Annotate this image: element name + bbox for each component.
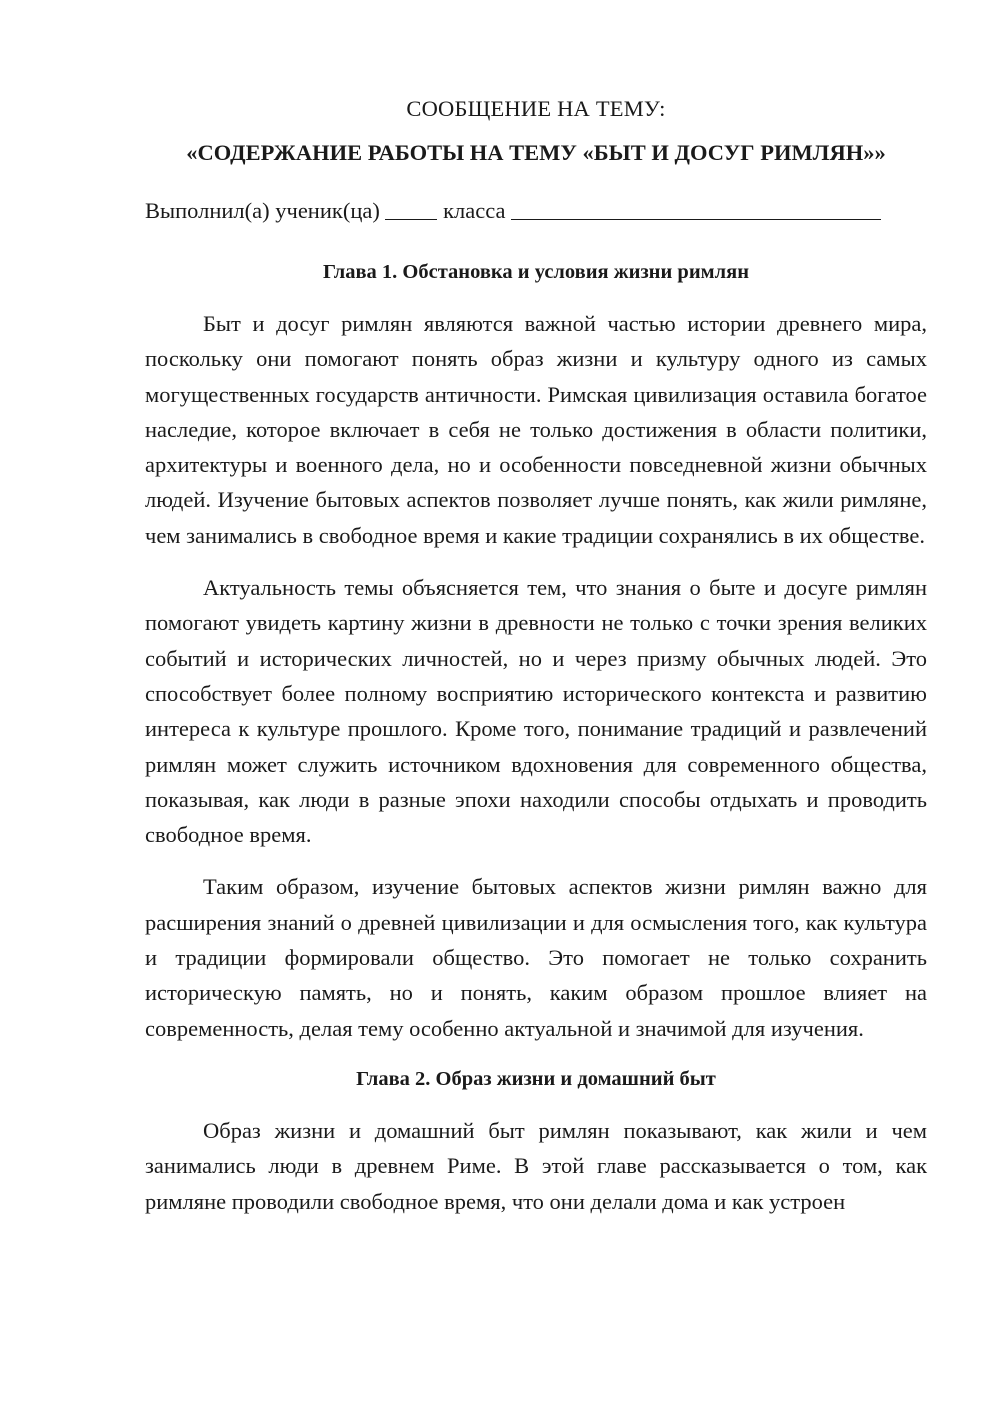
author-line — [145, 194, 927, 228]
class-word-label: класса — [443, 198, 506, 223]
chapter-1-paragraph-3: Таким образом, изучение бытовых аспектов жизни римлян важно для расширения знаний о древней цивилизации и для осмысления того, как культура и традиции формировали общество. Это помогает не только сохранить историческую память, но и понять, каким образом прошлое влияет на современность, делая тему особенно актуальной и значимой для изучения. — [145, 874, 927, 1041]
student-name-blank — [511, 197, 881, 220]
document-content — [145, 92, 927, 1236]
document-title: СООБЩЕНИЕ НА ТЕМУ: — [406, 96, 666, 121]
chapter-1-paragraph-1: Быт и досуг римлян являются важной частью истории древнего мира, поскольку они помогают понять образ жизни и культуру одного из самых могущественных государств античности. Римская цивилизация оставила богатое наследие, которое включает в себя не только достижения в области политики, архитектуры и военного дела, но и особенности повседневной жизни обычных людей. Изучение бытовых аспектов позволяет лучше понять, как жили римляне, чем занимались в свободное время и какие традиции сохранялись в их обществе. — [145, 311, 927, 548]
chapter-2-heading: Глава 2. Образ жизни и домашний быт — [356, 1067, 716, 1090]
document-subtitle: «СОДЕРЖАНИЕ РАБОТЫ НА ТЕМУ «БЫТ И ДОСУГ РИМЛЯН»» — [186, 140, 886, 165]
chapter-1-paragraph-2: Актуальность темы объясняется тем, что знания о быте и досуге римлян помогают увидеть картину жизни в древности не только с точки зрения великих событий и исторических личностей, но и через призму обычных людей. Это способствует более полному восприятию исторического контекста и развитию интереса к культуре прошлого. Кроме того, понимание традиций и развлечений римлян может служить источником вдохновения для современного общества, показывая, как люди в разные эпохи находили способы отдыхать и проводить свободное время. — [145, 575, 927, 848]
chapter-1-heading: Глава 1. Обстановка и условия жизни римлян — [322, 261, 750, 283]
class-number-blank — [385, 197, 437, 220]
chapter-2-paragraph-1: Образ жизни и домашний быт римлян показывают, как жили и чем занимались люди в древнем Риме. В этой главе рассказывается о том, как римляне проводили свободное время, что они делали дома и как устроен — [145, 1117, 927, 1214]
performed-by-label: Выполнил(а) ученик(ца) — [145, 198, 380, 223]
